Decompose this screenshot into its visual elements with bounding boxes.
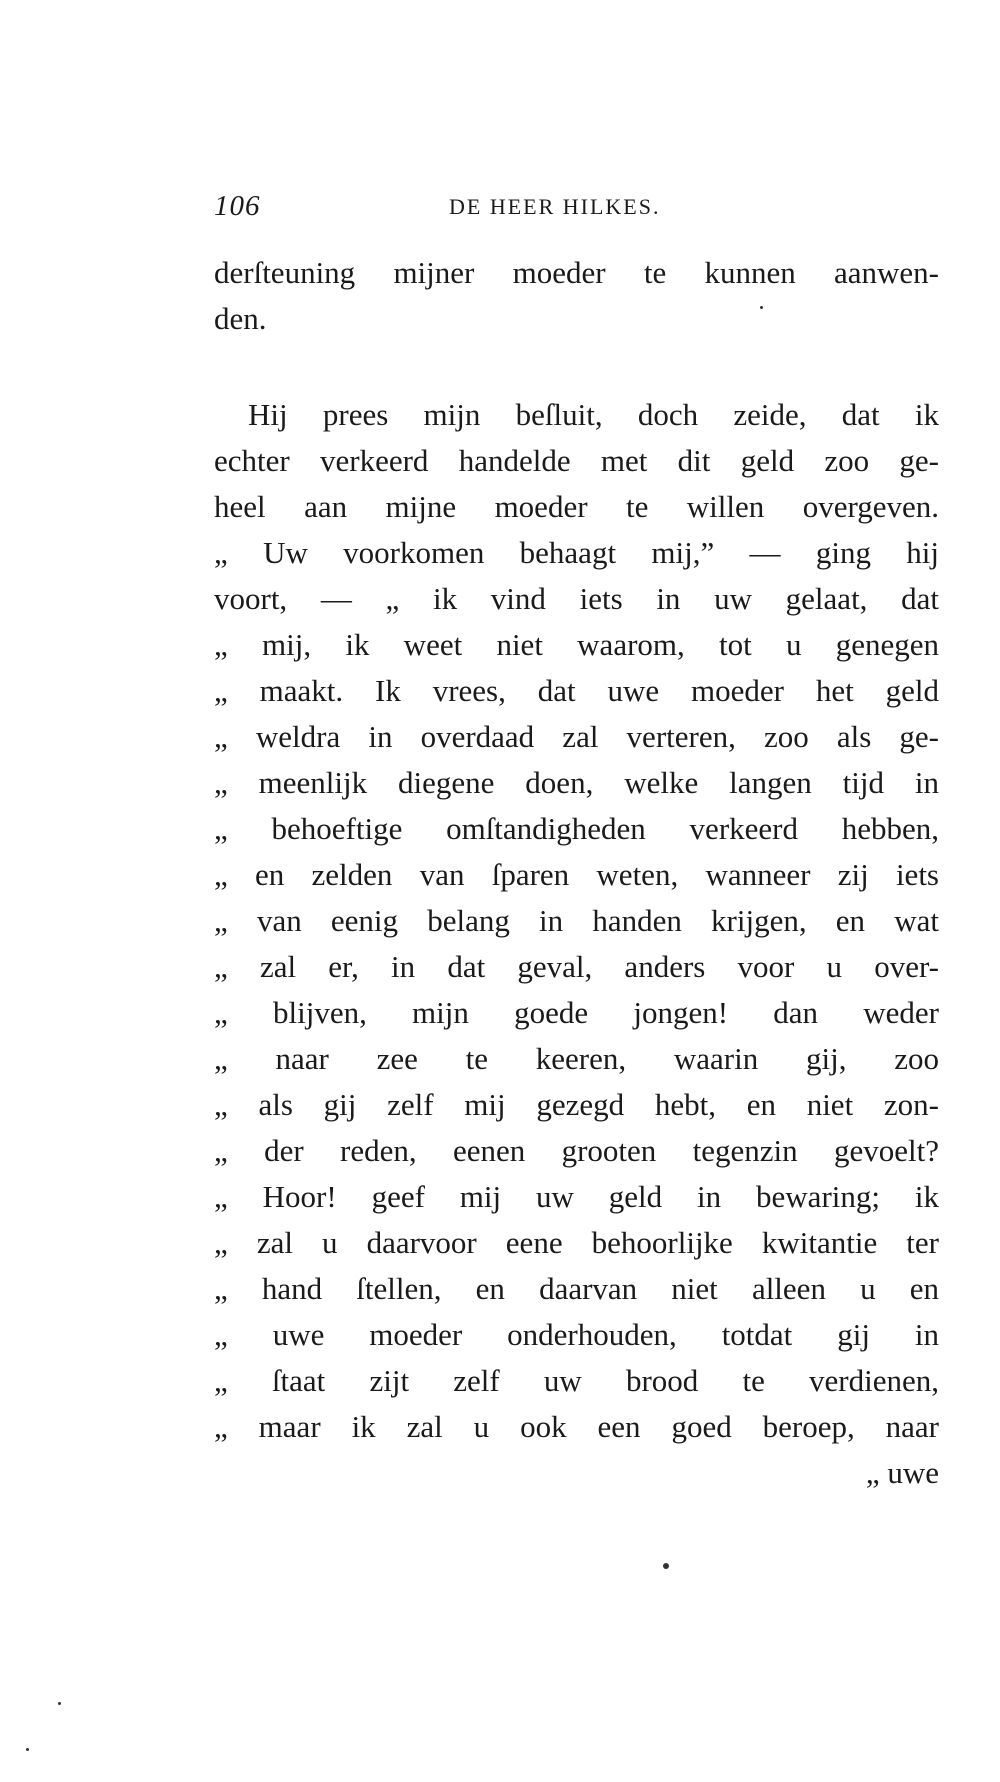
text-line: „ mij, ik weet niet waarom, tot u genegen [214,627,939,662]
page-number: 106 [214,190,261,222]
text-line: „ uwe moeder onderhouden, totdat gij in [214,1317,939,1352]
text-line: den. [214,301,267,336]
text-line: echter verkeerd handelde met dit geld zoo ge- [214,443,939,478]
text-line: „ en zelden van ſparen weten, wanneer zij iets [214,857,939,892]
text-line: heel aan mijne moeder te willen overgeven. [214,489,939,524]
text-line: „ meenlijk diegene doen, welke langen tijd in [214,765,939,800]
text-line: „ hand ſtellen, en daarvan niet alleen u en [214,1271,939,1306]
text-line: „ van eenig belang in handen krijgen, en wat [214,903,939,938]
text-line: „ als gij zelf mij gezegd hebt, en niet zon- [214,1087,939,1122]
paragraph-gap [214,342,939,392]
ink-speck [663,1563,669,1569]
text-line: „ Uw voorkomen behaagt mij,” — ging hij [214,535,939,570]
text-line: „ maar ik zal u ook een goed beroep, naar [214,1409,939,1444]
text-line: „ Hoor! geef mij uw geld in bewaring; ik [214,1179,939,1214]
text-line: voort, — „ ik vind iets in uw gelaat, dat [214,581,939,616]
running-head [214,190,944,230]
running-title: DE HEER HILKES. [449,194,661,219]
text-line: „ der reden, eenen grooten tegenzin gevoelt? [214,1133,939,1168]
body-text [214,250,939,1496]
text-line: „ weldra in overdaad zal verteren, zoo als ge- [214,719,939,754]
text-line: Hij prees mijn beſluit, doch zeide, dat ik [248,397,939,432]
ink-speck [26,1748,29,1751]
text-line: „ naar zee te keeren, waarin gij, zoo [214,1041,939,1076]
ink-speck [760,306,763,309]
text-line: „ zal u daarvoor eene behoorlijke kwitantie ter [214,1225,939,1260]
text-line: derſteuning mijner moeder te kunnen aanwen- [214,255,939,290]
text-line: „ behoeftige omſtandigheden verkeerd hebben, [214,811,939,846]
text-line: „ zal er, in dat geval, anders voor u over- [214,949,939,984]
text-line: „ blijven, mijn goede jongen! dan weder [214,995,939,1030]
text-line: „ maakt. Ik vrees, dat uwe moeder het geld [214,673,939,708]
catchword: „ uwe [865,1455,939,1490]
text-line: „ ſtaat zijt zelf uw brood te verdienen, [214,1363,939,1398]
ink-speck [58,1702,61,1705]
